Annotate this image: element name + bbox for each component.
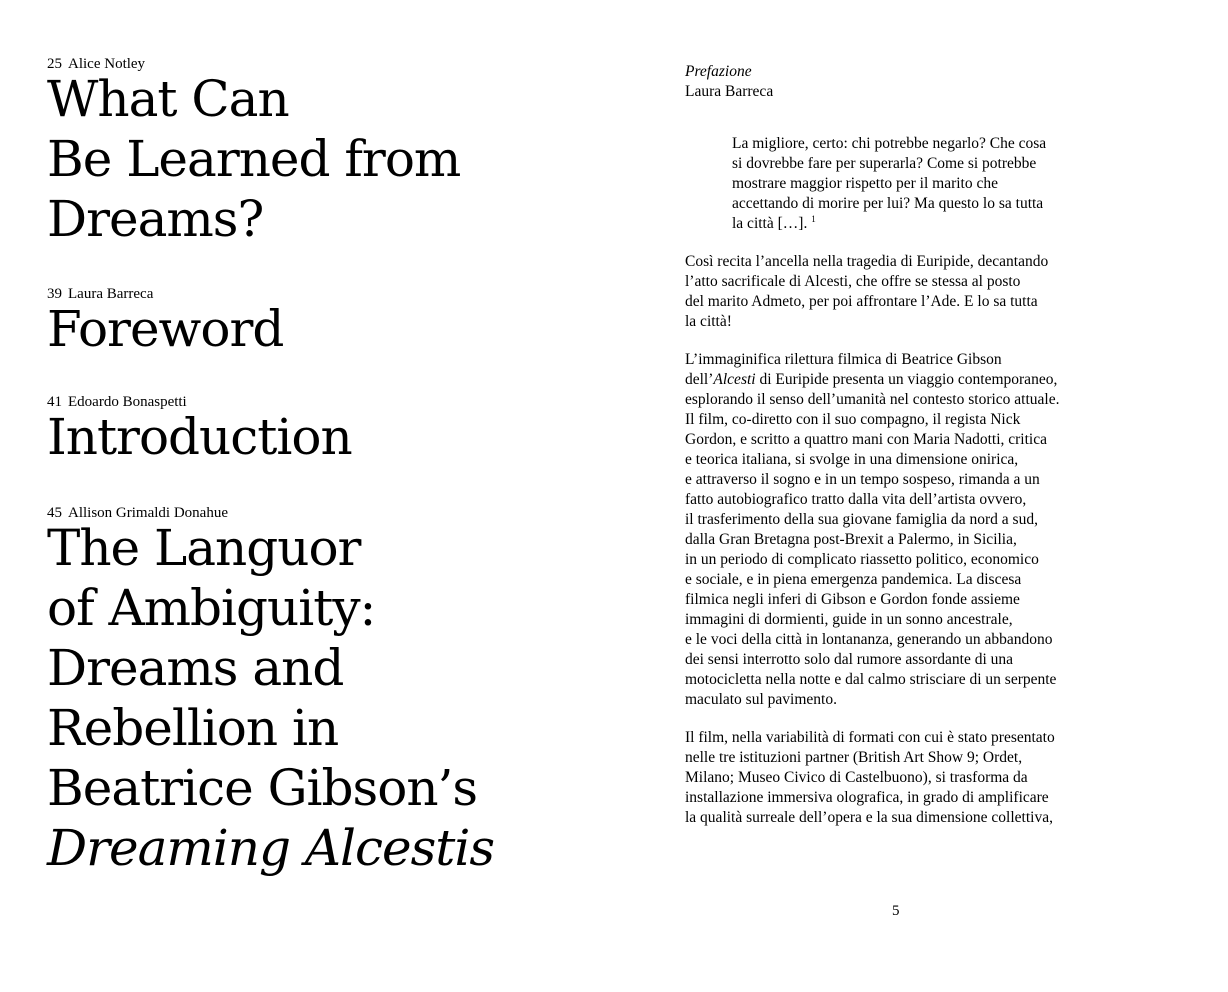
text-line: Il film, co-diretto con il suo compagno, il regista Nick xyxy=(685,411,1021,428)
text-line: dei sensi interrotto solo dal rumore assordante di una xyxy=(685,651,1014,668)
title-line: Beatrice Gibson’s xyxy=(47,759,478,817)
paragraph xyxy=(685,728,1125,828)
text-line: la città! xyxy=(685,313,732,330)
title-line: The Languor xyxy=(47,519,361,577)
title-line: Introduction xyxy=(47,408,352,466)
title-line-italic: Dreaming Alcestis xyxy=(47,819,494,877)
title-line: Dreams? xyxy=(47,190,264,248)
preface-author: Laura Barreca xyxy=(685,83,774,100)
text-line: la qualità surreale dell’opera e la sua dimensione collettiva, xyxy=(685,809,1053,826)
contents-entry xyxy=(47,504,494,878)
preface-page xyxy=(685,62,1125,828)
text-line: dalla Gran Bretagna post-Brexit a Palermo, in Sicilia, xyxy=(685,531,1017,548)
text-line: motocicletta nella notte e dal calmo strisciare di un serpente xyxy=(685,671,1057,688)
quote-line xyxy=(732,214,1102,234)
paragraph xyxy=(685,252,1125,332)
title-line: What Can xyxy=(47,70,289,128)
text-line: Milano; Museo Civico di Castelbuono), si trasforma da xyxy=(685,769,1028,786)
text-line: del marito Admeto, per poi affrontare l’Ade. E lo sa tutta xyxy=(685,293,1038,310)
text-line: fatto autobiografico tratto dalla vita dell’artista ovvero, xyxy=(685,491,1027,508)
text-line: e teorica italiana, si svolge in una dimensione onirica, xyxy=(685,451,1019,468)
entry-page-number: 45 xyxy=(47,505,62,521)
text-line: e attraverso il sogno e in un tempo sospeso, rimanda a un xyxy=(685,471,1040,488)
entry-title xyxy=(47,407,352,467)
text-line: il trasferimento della sua giovane famiglia da nord a sud, xyxy=(685,511,1038,528)
text-line: in un periodo di complicato riassetto politico, economico xyxy=(685,551,1039,568)
text-line: e le voci della città in lontananza, generando un abbandono xyxy=(685,631,1053,648)
quote-line: La migliore, certo: chi potrebbe negarlo? Che cosa xyxy=(732,135,1047,152)
entry-page-number: 25 xyxy=(47,56,62,72)
text-line: Così recita l’ancella nella tragedia di Euripide, decantando xyxy=(685,253,1049,270)
text-line: immagini di dormienti, guide in un sonno ancestrale, xyxy=(685,611,1013,628)
entry-title xyxy=(47,69,460,249)
contents-entry xyxy=(47,285,283,359)
entry-author: Allison Grimaldi Donahue xyxy=(68,505,228,521)
entry-page-number: 39 xyxy=(47,286,62,302)
quote-line-text: la città […]. xyxy=(732,215,808,232)
section-label: Prefazione xyxy=(685,63,752,80)
text-line xyxy=(685,370,1125,390)
epigraph-quote xyxy=(732,134,1102,234)
text-line: Il film, nella variabilità di formati con cui è stato presentato xyxy=(685,729,1055,746)
page-number: 5 xyxy=(892,903,900,919)
entry-author: Edoardo Bonaspetti xyxy=(68,394,187,410)
title-line: Rebellion in xyxy=(47,699,339,757)
title-line: Be Learned from xyxy=(47,130,461,188)
contents-entry xyxy=(47,55,460,249)
contents-entry xyxy=(47,393,352,467)
text-fragment: di Euripide presenta un viaggio contemporaneo, xyxy=(755,371,1058,388)
entry-page-number: 41 xyxy=(47,394,62,410)
work-title-italic: Alcesti xyxy=(713,371,756,388)
text-line: nelle tre istituzioni partner (British Art Show 9; Ordet, xyxy=(685,749,1023,766)
entry-title xyxy=(47,299,283,359)
title-line: Dreams and xyxy=(47,639,344,697)
text-fragment: dell’ xyxy=(685,371,714,388)
text-line: esplorando il senso dell’umanità nel contesto storico attuale. xyxy=(685,391,1060,408)
quote-line: accettando di morire per lui? Ma questo lo sa tutta xyxy=(732,195,1044,212)
quote-line: si dovrebbe fare per superarla? Come si potrebbe xyxy=(732,155,1037,172)
text-line: Gordon, e scritto a quattro mani con Maria Nadotti, critica xyxy=(685,431,1047,448)
entry-title xyxy=(47,518,494,878)
paragraph xyxy=(685,350,1125,710)
footnote-reference: 1 xyxy=(811,213,816,224)
title-line: of Ambiguity: xyxy=(47,579,376,637)
text-line: maculato sul pavimento. xyxy=(685,691,837,708)
title-line: Foreword xyxy=(47,300,284,358)
text-line: installazione immersiva olografica, in grado di amplificare xyxy=(685,789,1049,806)
text-line: e sociale, e in piena emergenza pandemica. La discesa xyxy=(685,571,1022,588)
text-line: filmica negli inferi di Gibson e Gordon fonde assieme xyxy=(685,591,1020,608)
text-line: l’atto sacrificale di Alcesti, che offre se stessa al posto xyxy=(685,273,1021,290)
entry-author: Alice Notley xyxy=(68,56,146,72)
entry-author: Laura Barreca xyxy=(68,286,154,302)
quote-line: mostrare maggior rispetto per il marito che xyxy=(732,175,998,192)
text-line: L’immaginifica rilettura filmica di Beatrice Gibson xyxy=(685,351,1002,368)
